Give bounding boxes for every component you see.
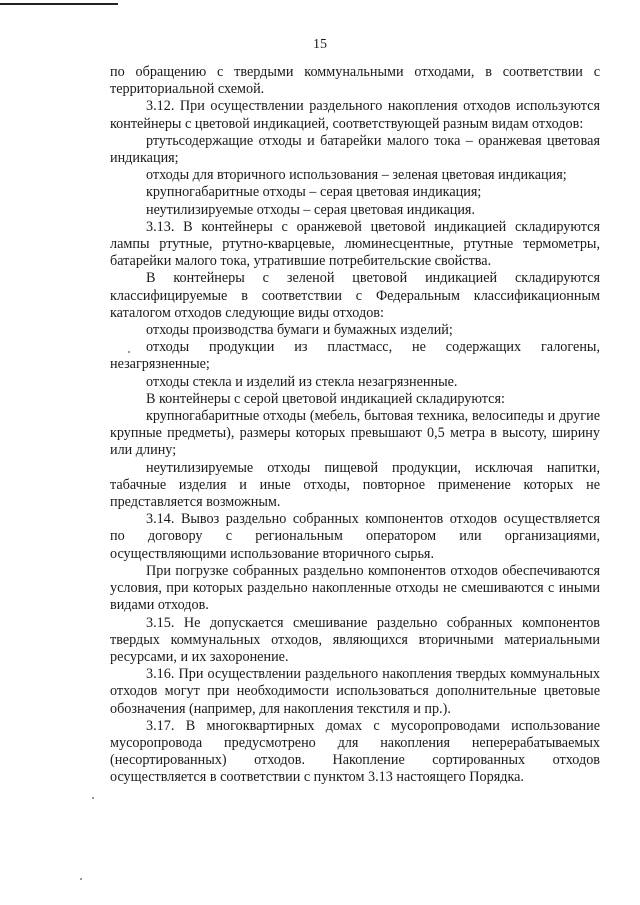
scan-speck bbox=[80, 878, 82, 880]
paragraph-continuation: по обращению с твердыми коммунальными отходами, в соответствии с территориальной схемой. bbox=[110, 64, 600, 98]
paragraph-loading: При погрузке собранных раздельно компонентов отходов обеспечиваются условия, при которых раздельно накопленные отходы не смешиваются с иными видами отходов. bbox=[110, 562, 600, 614]
list-item-glass: отходы стекла и изделий из стекла незагрязненные. bbox=[146, 373, 458, 390]
paragraph-3-14: 3.14. Вывоз раздельно собранных компонентов отходов осуществляется по договору с региональным оператором или организациями, осуществляющими использование вторичного сырья. bbox=[110, 511, 600, 562]
scan-speck bbox=[92, 797, 94, 799]
paragraph-grey-containers: В контейнеры с серой цветовой индикацией складируются: bbox=[146, 390, 505, 407]
paragraph-3-15: 3.15. Не допускается смешивание раздельно собранных компонентов твердых коммунальных отходов, являющихся вторичными материальными ресурсами, и их захоронение. bbox=[110, 614, 600, 665]
scan-speck bbox=[128, 351, 130, 353]
list-item-nonrecyclable-grey: неутилизируемые отходы – серая цветовая индикация. bbox=[146, 201, 475, 218]
page-number: 15 bbox=[313, 37, 327, 52]
paragraph-3-17: 3.17. В многоквартирных домах с мусоропроводами использование мусоропровода предусмотрено для накопления неперерабатываемых (несортированных) отходов. Накопление сортированных отходов осуществляется в соответствии с пунктом 3.13 настоящего Порядка. bbox=[110, 717, 600, 786]
list-item-green: отходы для вторичного использования – зеленая цветовая индикация; bbox=[146, 167, 567, 184]
paragraph-3-12: 3.12. При осуществлении раздельного накопления отходов используются контейнеры с цветовой индикацией, соответствующей разным видам отходов: bbox=[110, 98, 600, 132]
list-item-paper: отходы производства бумаги и бумажных изделий; bbox=[146, 322, 453, 339]
top-rule bbox=[0, 3, 118, 5]
list-item-food-waste: неутилизируемые отходы пищевой продукции, исключая напитки, табачные изделия и иные отходы, повторное применение которых не представляется возможным. bbox=[110, 459, 600, 511]
paragraph-3-13: 3.13. В контейнеры с оранжевой цветовой индикацией складируются лампы ртутные, ртутно-кварцевые, люминесцентные, ртутные термометры, батарейки малого тока, утратившие потребительские свойства. bbox=[110, 218, 600, 270]
paragraph-3-16: 3.16. При осуществлении раздельного накопления твердых коммунальных отходов могут при необходимости использоваться дополнительные цветовые обозначения (например, для накопления текстиля и пр.). bbox=[110, 666, 600, 717]
list-item-plastic: отходы продукции из пластмасс, не содержащих галогены, незагрязненные; bbox=[110, 339, 600, 373]
list-item-bulky-waste: крупногабаритные отходы (мебель, бытовая техника, велосипеды и другие крупные предметы), размеры которых превышают 0,5 метра в высоту, ширину или длину; bbox=[110, 408, 600, 459]
body-text bbox=[110, 64, 600, 787]
list-item-orange: ртутьсодержащие отходы и батарейки малого тока – оранжевая цветовая индикация; bbox=[110, 132, 600, 167]
paragraph-green-containers: В контейнеры с зеленой цветовой индикацией складируются классифицируемые в соответствии с Федеральным классификационным каталогом отходов следующие виды отходов: bbox=[110, 270, 600, 321]
list-item-bulky-grey: крупногабаритные отходы – серая цветовая индикация; bbox=[146, 184, 482, 201]
